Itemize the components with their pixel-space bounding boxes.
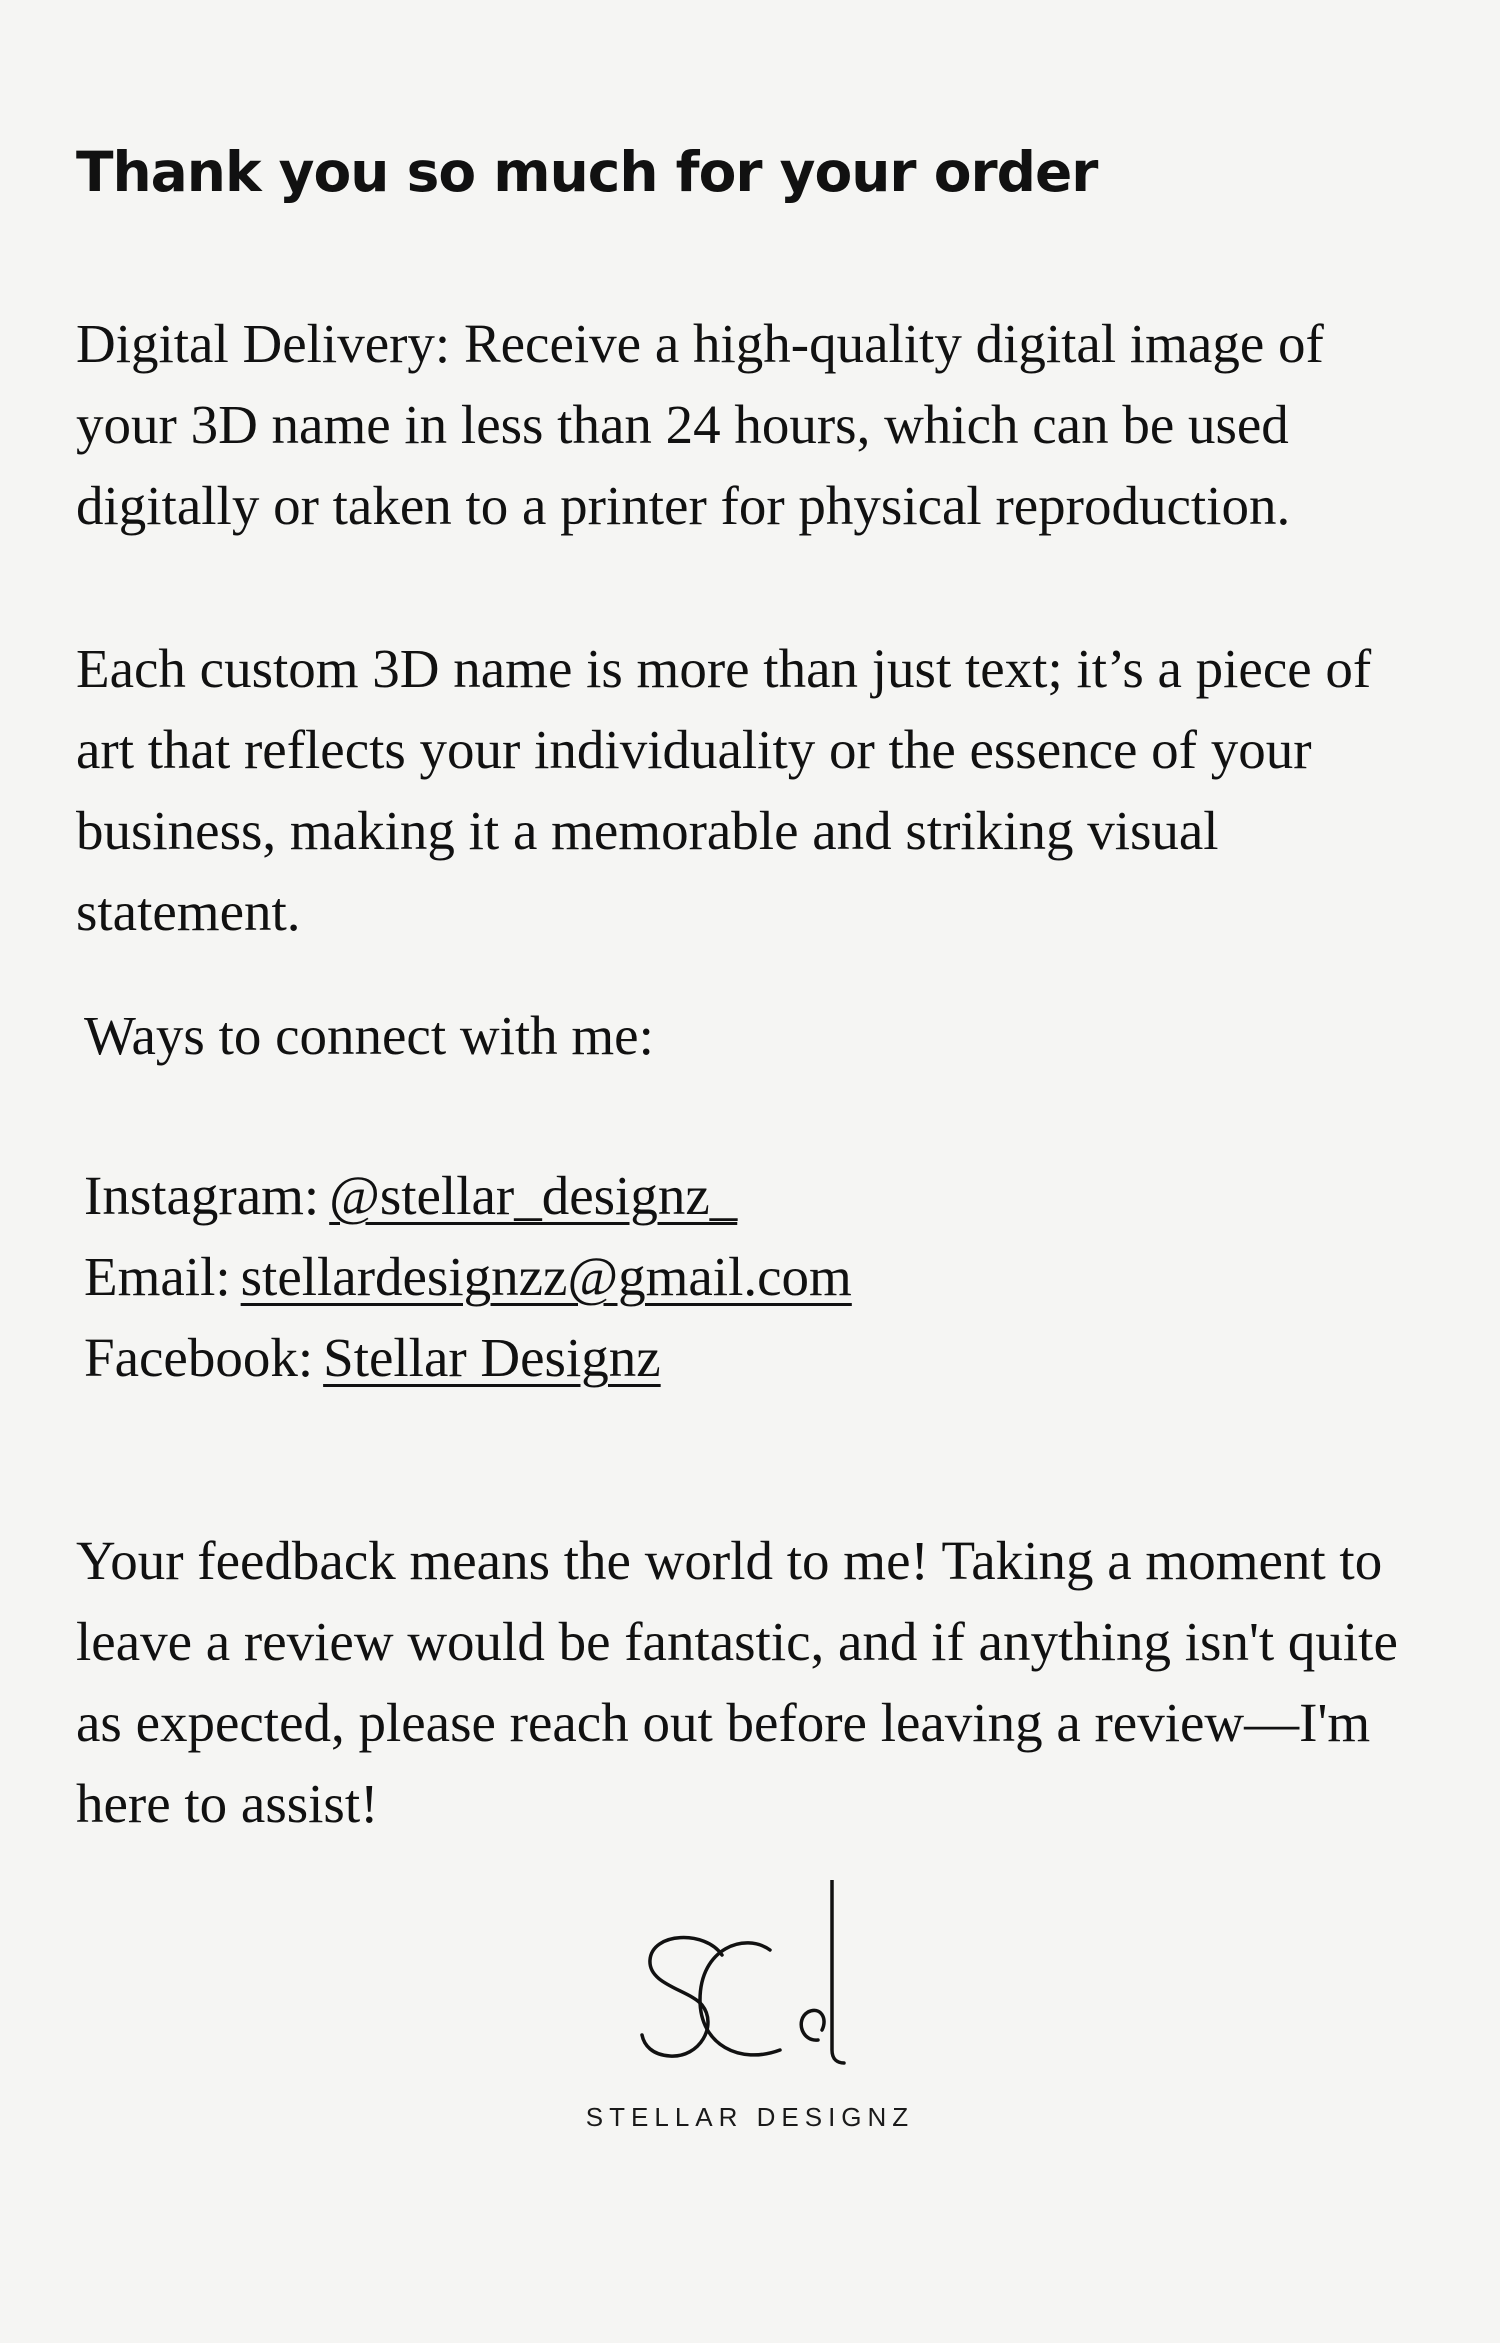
sd-monogram-logo — [630, 1880, 870, 2080]
brand-logo — [0, 1880, 1500, 2140]
art-paragraph: Each custom 3D name is more than just text; it’s a piece of art that reflects your individuality or the essence of your business, making it a memorable and striking visual statement. — [76, 638, 1372, 942]
brand-wordmark: STELLAR DESIGNZ — [585, 2102, 915, 2132]
instagram-link[interactable]: @stellar_designz_ — [329, 1165, 738, 1226]
instagram-label: Instagram: — [84, 1165, 320, 1226]
email-link[interactable]: stellardesignzz@gmail.com — [240, 1246, 852, 1307]
email-row — [84, 1236, 852, 1317]
facebook-label: Facebook: — [84, 1327, 314, 1388]
page-title: Thank you so much for your order — [76, 140, 1098, 204]
facebook-row — [84, 1317, 661, 1398]
email-label: Email: — [84, 1246, 231, 1307]
delivery-paragraph: Digital Delivery: Receive a high-quality digital image of your 3D name in less than 24 hours, which can be used digitally or taken to a printer for physical reproduction. — [76, 313, 1324, 536]
feedback-paragraph: Your feedback means the world to me! Taking a moment to leave a review would be fantastic, and if anything isn't quite as expected, please reach out before leaving a review—I'm here to assist! — [76, 1530, 1398, 1834]
instagram-row — [84, 1155, 737, 1236]
connect-heading: Ways to connect with me: — [84, 1005, 654, 1066]
facebook-link[interactable]: Stellar Designz — [323, 1327, 661, 1388]
